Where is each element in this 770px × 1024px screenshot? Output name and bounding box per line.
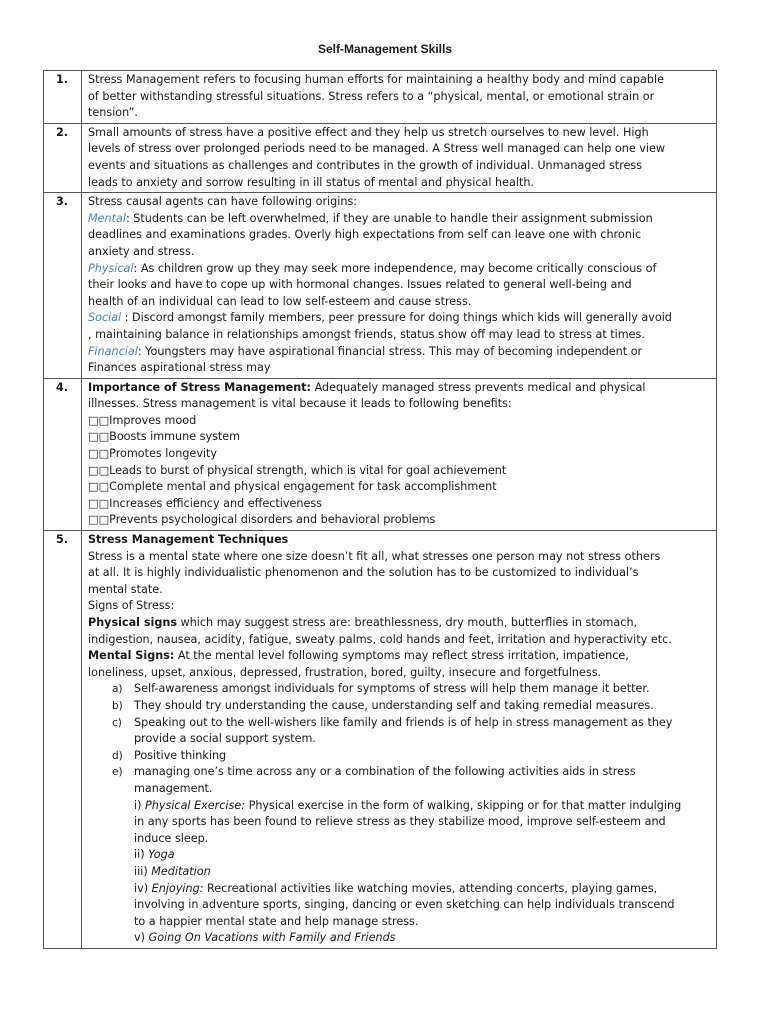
- mental-signs-label: Mental Signs:: [88, 649, 175, 663]
- list-item: [88, 715, 709, 748]
- text-line: [88, 648, 709, 665]
- activity-label: Physical Exercise:: [145, 798, 246, 812]
- benefit-item: [88, 512, 709, 529]
- section-heading: Stress Management Techniques: [88, 533, 289, 547]
- activity-prefix: ii): [134, 848, 149, 862]
- table-row: [44, 123, 717, 192]
- text-line: loneliness, upset, anxious, depressed, frustration, bored, guilty, insecure and forgetfulness.: [88, 665, 602, 679]
- text-fragment: : Students can be left overwhelmed, if they are unable to handle their assignment submission: [125, 211, 653, 225]
- list-item: [88, 748, 709, 765]
- activity-prefix: iii): [134, 864, 152, 878]
- row-content: [82, 123, 717, 192]
- table-row: [44, 378, 717, 530]
- list-marker: e): [112, 766, 123, 779]
- text-line: induce sleep.: [134, 831, 209, 845]
- activity-item: [88, 847, 709, 864]
- list-marker: d): [112, 749, 123, 762]
- benefit-text: Increases efficiency and effectiveness: [109, 496, 322, 510]
- list-marker: a): [112, 683, 123, 696]
- benefit-item: [88, 496, 709, 513]
- text-line: illnesses. Stress management is vital because it leads to following benefits:: [88, 397, 512, 411]
- financial-origin-label: Financial: [88, 344, 138, 358]
- bullet-glyph-icon: □□: [88, 513, 110, 527]
- activity-item: [88, 930, 709, 947]
- bullet-glyph-icon: □□: [88, 496, 110, 510]
- text-line: [88, 344, 709, 361]
- content-table: [43, 70, 717, 949]
- text-line: provide a social support system.: [134, 732, 316, 746]
- mental-origin-label: Mental: [88, 211, 126, 225]
- activity-item: [88, 864, 709, 881]
- text-line: indigestion, nausea, acidity, fatigue, sweaty palms, cold hands and feet, irritation and hyperactivity etc.: [88, 632, 672, 646]
- text-line: [88, 380, 709, 397]
- text-line: [88, 261, 709, 278]
- text-line: , maintaining balance in relationships amongst friends, status show off may lead to stress at times.: [88, 327, 645, 341]
- text-line: They should try understanding the cause, understanding self and taking remedial measures.: [134, 698, 654, 712]
- text-line: health of an individual can lead to low self-esteem and cause stress.: [88, 294, 472, 308]
- activity-label: Going On Vacations with Family and Friends: [148, 931, 396, 945]
- text-line: [88, 615, 709, 632]
- benefit-text: Improves mood: [109, 413, 197, 427]
- benefit-item: [88, 446, 709, 463]
- text-fragment: : Youngsters may have aspirational financial stress. This may of becoming independent or: [137, 344, 643, 358]
- document-title: Self-Management Skills: [317, 42, 453, 56]
- benefit-item: [88, 429, 709, 446]
- text-line: in any sports has been found to relieve stress as they stabilize mood, improve self-esteem and: [134, 815, 666, 829]
- row-number: 4.: [44, 378, 82, 530]
- row-content: [82, 531, 717, 949]
- physical-signs-label: Physical signs: [88, 616, 177, 629]
- text-line: Signs of Stress:: [88, 599, 175, 613]
- text-fragment: Physical exercise in the form of walking, skipping or for that matter indulging: [245, 798, 682, 812]
- row-content: [82, 71, 717, 124]
- text-fragment: Recreational activities like watching movies, attending concerts, playing games,: [203, 881, 658, 895]
- list-marker: c): [112, 716, 122, 729]
- text-line: Finances aspirational stress may: [88, 361, 271, 375]
- benefit-text: Complete mental and physical engagement for task accomplishment: [109, 480, 497, 494]
- text-line: [88, 310, 709, 327]
- row-number: 2.: [44, 123, 82, 192]
- section-heading: Importance of Stress Management:: [88, 380, 312, 394]
- row-content: [82, 193, 717, 379]
- text-line: at all. It is highly individualistic phenomenon and the solution has to be customized to individual’s: [88, 566, 639, 580]
- activity-label: Yoga: [148, 848, 175, 862]
- row-number: 1.: [44, 71, 82, 124]
- physical-origin-label: Physical: [88, 261, 134, 275]
- list-item: [88, 698, 709, 715]
- benefit-item: [88, 463, 709, 480]
- benefit-text: Prevents psychological disorders and behavioral problems: [109, 513, 436, 527]
- activity-prefix: v): [134, 931, 149, 945]
- activity-prefix: i): [134, 798, 146, 812]
- text-line: mental state.: [88, 582, 163, 596]
- list-item: [88, 764, 709, 797]
- activity-label: Meditation: [151, 864, 211, 878]
- benefit-text: Promotes longevity: [109, 447, 218, 461]
- text-line: tension”.: [88, 106, 138, 120]
- text-line: Stress Management refers to focusing human efforts for maintaining a healthy body and mind capable: [88, 73, 664, 86]
- bullet-glyph-icon: □□: [88, 413, 110, 427]
- benefit-item: [88, 479, 709, 496]
- text-line: Self-awareness amongst individuals for symptoms of stress will help them manage it better.: [134, 682, 650, 696]
- text-fragment: Adequately managed stress prevents medical and physical: [311, 380, 646, 394]
- text-line: of better withstanding stressful situations. Stress refers to a “physical, mental, or emotional strain or: [88, 89, 655, 103]
- text-line: Small amounts of stress have a positive effect and they help us stretch ourselves to new level. High: [88, 125, 649, 139]
- text-line: Stress is a mental state where one size doesn’t fit all, what stresses one person may not stress others: [88, 549, 661, 563]
- text-line: Speaking out to the well-wishers like family and friends is of help in stress management as they: [134, 715, 673, 729]
- social-origin-label: Social: [88, 311, 122, 325]
- text-fragment: : As children grow up they may seek more independence, may become critically conscious of: [133, 261, 657, 275]
- text-fragment: : Discord amongst family members, peer pressure for doing things which kids will generally avoid: [121, 311, 672, 325]
- text-line: managing one’s time across any or a combination of the following activities aids in stress: [134, 765, 636, 779]
- bullet-glyph-icon: □□: [88, 447, 110, 461]
- list-item: [88, 681, 709, 698]
- text-line: Positive thinking: [134, 748, 227, 762]
- activity-prefix: iv): [134, 881, 152, 895]
- benefit-item: [88, 413, 709, 430]
- row-number: 3.: [44, 193, 82, 379]
- text-line: levels of stress over prolonged periods need to be managed. A Stress well managed can help one view: [88, 142, 666, 156]
- table-row: [44, 531, 717, 949]
- table-row: [44, 193, 717, 379]
- benefit-text: Leads to burst of physical strength, which is vital for goal achievement: [109, 463, 507, 477]
- activity-item: [88, 881, 709, 898]
- activity-item: [88, 798, 709, 815]
- text-line: anxiety and stress.: [88, 244, 195, 258]
- text-line: Stress causal agents can have following origins:: [88, 195, 358, 209]
- bullet-glyph-icon: □□: [88, 463, 110, 477]
- benefit-text: Boosts immune system: [109, 430, 241, 444]
- text-line: involving in adventure sports, singing, dancing or even sketching can help individuals transcend: [134, 898, 675, 912]
- text-fragment: which may suggest stress are: breathlessness, dry mouth, butterflies in stomach,: [177, 616, 638, 629]
- text-line: leads to anxiety and sorrow resulting in ill status of mental and physical health.: [88, 175, 535, 189]
- text-line: events and situations as challenges and contributes in the growth of individual. Unmanaged stress: [88, 158, 643, 172]
- table-row: [44, 71, 717, 124]
- row-content: [82, 378, 717, 530]
- text-line: deadlines and examinations grades. Overly high expectations from self can leave one with chronic: [88, 228, 642, 242]
- bullet-glyph-icon: □□: [88, 430, 110, 444]
- list-marker: b): [112, 699, 123, 712]
- row-number: 5.: [44, 531, 82, 949]
- text-line: to a happier mental state and help manage stress.: [134, 914, 419, 928]
- technique-list: [88, 681, 709, 797]
- text-fragment: At the mental level following symptoms may reflect stress irritation, impatience,: [174, 649, 629, 663]
- text-line: management.: [134, 781, 213, 795]
- text-line: their looks and have to cope up with hormonal changes. Issues related to general well-being and: [88, 278, 632, 292]
- bullet-glyph-icon: □□: [88, 480, 110, 494]
- text-line: [88, 211, 709, 228]
- activity-label: Enjoying:: [151, 881, 204, 895]
